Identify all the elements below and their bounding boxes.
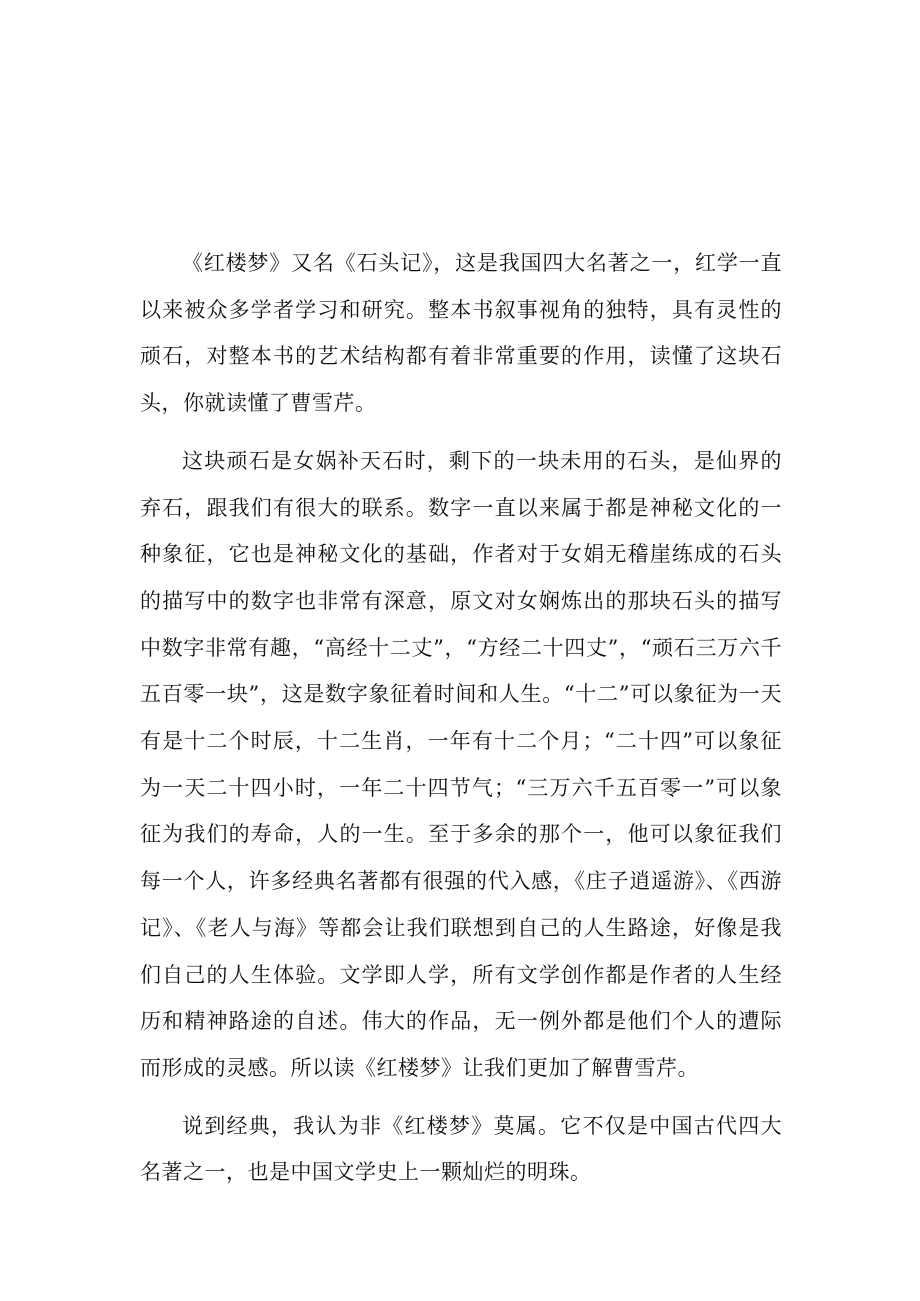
paragraph-3: 说到经典，我认为非《红楼梦》莫属。它不仅是中国古代四大名著之一，也是中国文学史上一颗灿烂的明珠。 [140, 1113, 782, 1185]
paragraph-1: 《红楼梦》又名《石头记》，这是我国四大名著之一，红学一直以来被众多学者学习和研究。整本书叙事视角的独特，具有灵性的顽石，对整本书的艺术结构都有着非常重要的作用，读懂了这块石头，你就读懂了曹雪芹。 [140, 251, 782, 416]
document-body [140, 240, 782, 1207]
paragraph-2: 这块顽石是女娲补天石时，剩下的一块未用的石头，是仙界的弃石，跟我们有很大的联系。数字一直以来属于都是神秘文化的一种象征，它也是神秘文化的基础，作者对于女娟无稽崖练成的石头的描写中的数字也非常有深意，原文对女娴炼出的那块石头的描写中数字非常有趣，“高经十二丈”，“方经二十四丈”，“顽石三万六千五百零一块”，这是数字象征着时间和人生。“十二”可以象征为一天有是十二个时辰，十二生肖，一年有十二个月；“二十四”可以象征为一天二十四小时，一年二十四节气；“三万六千五百零一”可以象征为我们的寿命，人的一生。至于多余的那个一，他可以象征我们每一个人，许多经典名著都有很强的代入感，《庄子逍遥游》、《西游记》、《老人与海》等都会让我们联想到自己的人生路途，好像是我们自己的人生体验。文学即人学，所有文学创作都是作者的人生经历和精神路途的自述。伟大的作品，无一例外都是他们个人的遭际而形成的灵感。所以读《红楼梦》让我们更加了解曹雪芹。 [140, 448, 782, 1080]
